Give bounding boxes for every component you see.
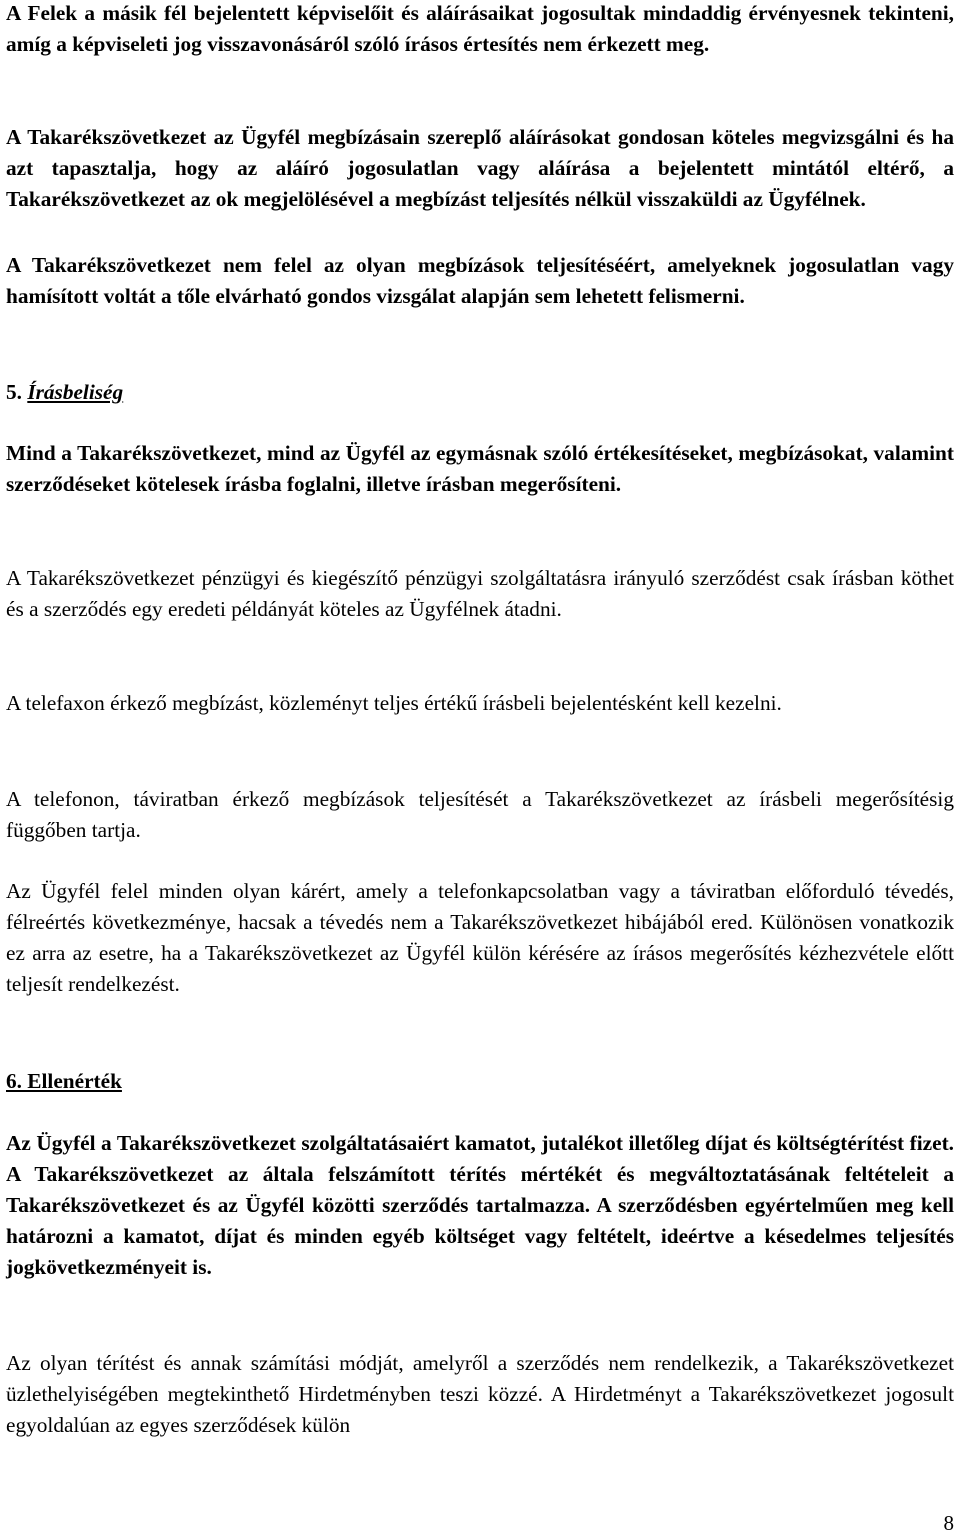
paragraph-liability: A Takarékszövetkezet nem felel az olyan megbízások teljesítéséért, amelyeknek jogosulatlan vagy hamísított voltát a tőle elvárható gondos vizsgálat alapján sem lehetett felismerni. xyxy=(6,253,954,308)
section-5-number: 5. xyxy=(6,380,22,404)
paragraph-signature-check: A Takarékszövetkezet az Ügyfél megbízásain szereplő aláírásokat gondosan köteles megvizsgálni és ha azt tapasztalja, hogy az aláíró jogosulatlan vagy aláírása a bejelentett mintától eltérő, a Takarékszövetkezet az ok megjelölésével a megbízást teljesítés nélkül visszaküldi az Ügyfélnek. xyxy=(6,125,954,211)
paragraph-representatives: A Felek a másik fél bejelentett képviselőit és aláírásaikat jogosultak mindaddig érvényesnek tekinteni, amíg a képviseleti jog visszavonásáról szóló írásos értesítés nem érkezett meg. xyxy=(6,1,954,56)
section-6-heading-text: 6. Ellenérték xyxy=(6,1069,122,1093)
paragraph-written-form: Mind a Takarékszövetkezet, mind az Ügyfél az egymásnak szóló értékesítéseket, megbízásokat, valamint szerződéseket kötelesek írásba foglalni, illetve írásban megerősíteni. xyxy=(6,441,954,496)
section-heading-5 xyxy=(6,377,123,408)
section-5-title: Írásbeliség xyxy=(27,380,124,404)
paragraph-contract-written: A Takarékszövetkezet pénzügyi és kiegészítő pénzügyi szolgáltatásra irányuló szerződést csak írásban köthet és a szerződés egy eredeti példányát köteles az Ügyfélnek átadni. xyxy=(6,566,954,621)
page-number: 8 xyxy=(943,1511,954,1535)
section-heading-6 xyxy=(6,1066,122,1097)
paragraph-fax: A telefaxon érkező megbízást, közleményt teljes értékű írásbeli bejelentésként kell kezelni. xyxy=(6,691,782,715)
paragraph-announcement: Az olyan térítést és annak számítási módját, amelyről a szerződés nem rendelkezik, a Takarékszövetkezet üzlethelyiségében megtekinthető Hirdetményben teszi közzé. A Hirdetményt a Takarékszövetkezet jogosult egyoldalúan az egyes szerződések külön xyxy=(6,1351,954,1437)
paragraph-consideration: Az Ügyfél a Takarékszövetkezet szolgáltatásaiért kamatot, jutalékot illetőleg díjat és költségtérítést fizet. A Takarékszövetkezet az általa felszámított térítés mértékét és megváltoztatásának feltételeit a Takarékszövetkezet és az Ügyfél közötti szerződés tartalmazza. A szerződésben egyértelműen meg kell határozni a kamatot, díjat és minden egyéb költséget vagy feltételt, ideértve a késedelmes teljesítés jogkövetkezményeit is. xyxy=(6,1131,954,1279)
paragraph-telephone: A telefonon, táviratban érkező megbízások teljesítését a Takarékszövetkezet az írásbeli megerősítésig függőben tartja. xyxy=(6,787,954,842)
paragraph-damage: Az Ügyfél felel minden olyan kárért, amely a telefonkapcsolatban vagy a táviratban előforduló tévedés, félreértés következménye, hacsak a tévedés nem a Takarékszövetkezet hibájából ered. Különösen vonatkozik ez arra az esetre, ha a Takarékszövetkezet az Ügyfél külön kérésére az írásos megerősítés kézhezvétele előtt teljesít rendelkezést. xyxy=(6,879,954,996)
